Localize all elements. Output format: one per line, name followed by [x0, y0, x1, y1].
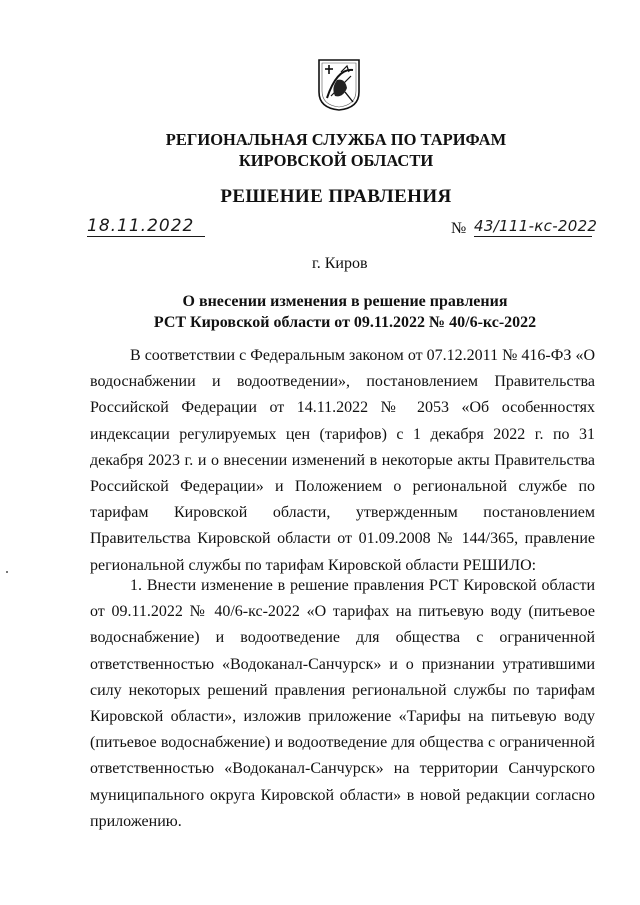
paragraph-text: 1. Внести изменение в решение правления РСТ Кировской области от 09.11.2022 № 40/6-кс-2022 «О тарифах на питьевую воду (питьевое водоснабжение) и водоотведение для общества с ограниченной ответственностью «Водоканал-Санчурск» и о признании утратившими силу некоторых решений правления региональной службы по тарифам Кировской области», изложив приложение «Тарифы на питьевую воду (питьевое водоснабжение) и водоотведение для общества с ограниченной ответственностью «Водоканал-Санчурск» на территории Санчурского муниципального округа Кировской области» в новой редакции согласно приложению. — [90, 577, 595, 830]
handwritten-date: 18.11.2022 — [87, 216, 205, 237]
city-name: г. Киров — [312, 255, 368, 272]
organization-name-line-1: РЕГИОНАЛЬНАЯ СЛУЖБА ПО ТАРИФАМ — [165, 130, 507, 149]
paragraph-text: В соответствии с Федеральным законом от 07.12.2011 № 416-ФЗ «О водоснабжении и водоотведении», постановлением Правительства Российской Федерации от 14.11.2022 № 2053 «Об особенностях индексации регулируемых цен (тарифов) с 1 декабря 2022 г. по 31 декабря 2023 г. и о внесении изменений в некоторые акты Правительства Российской Федерации» и Положением о региональной службе по тарифам Кировской области, утвержденным постановлением Правительства Кировской области от 01.09.2008 № 144/365, правление региональной службы по тарифам Кировской области РЕШИЛО: — [90, 347, 595, 574]
document-type-title: РЕШЕНИЕ ПРАВЛЕНИЯ — [220, 186, 452, 207]
subject-line-2: РСТ Кировской области от 09.11.2022 № 40/6-кс-2022 — [153, 314, 537, 331]
subject-line-1: О внесении изменения в решение правления — [182, 293, 508, 310]
scan-artifact-dot — [6, 571, 8, 573]
organization-name-line-2: КИРОВСКОЙ ОБЛАСТИ — [238, 151, 434, 170]
body-paragraph-1 — [90, 343, 595, 579]
handwritten-document-number: 43/111-кс-2022 — [474, 217, 598, 235]
kirov-region-coat-of-arms-icon — [317, 58, 361, 112]
number-sign: № — [451, 220, 467, 237]
body-paragraph-2 — [90, 573, 595, 835]
